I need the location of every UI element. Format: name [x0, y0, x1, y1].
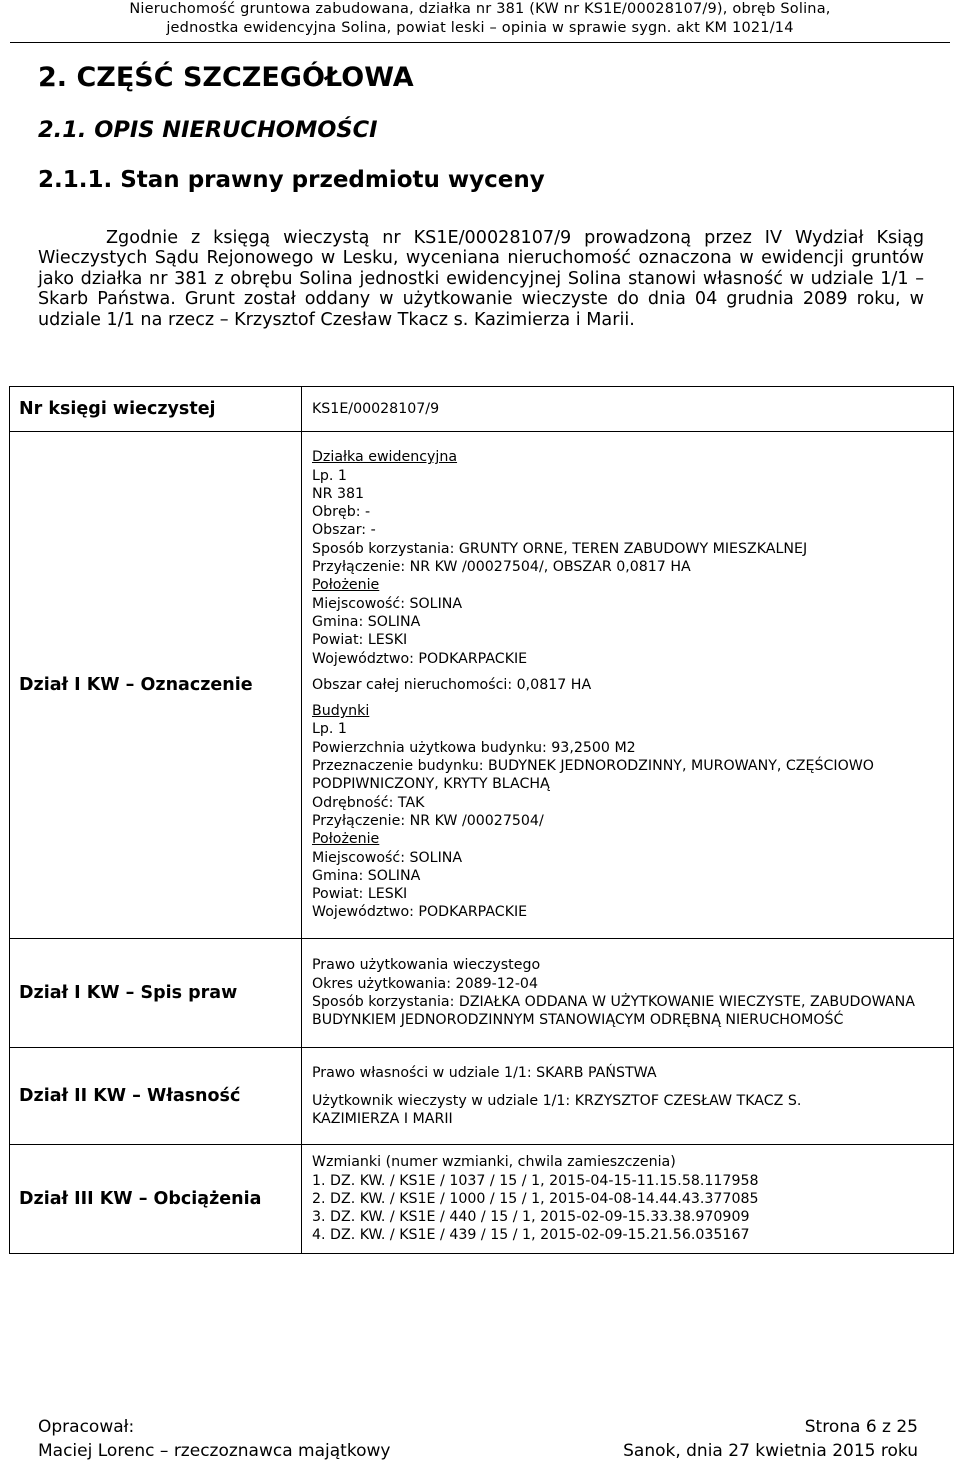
list-item: Lp. 1 — [312, 467, 347, 484]
list-item: 3. DZ. KW. / KS1E / 440 / 15 / 1, 2015-02-09-15.33.38.970909 — [312, 1209, 750, 1226]
list-item: Województwo: PODKARPACKIE — [312, 904, 528, 921]
page-header — [0, 0, 960, 38]
list-item: NR 381 — [312, 485, 365, 502]
total-area: Obszar całej nieruchomości: 0,0817 HA — [312, 676, 592, 693]
list-item: Przeznaczenie budynku: BUDYNEK JEDNORODZINNY, MUROWANY, CZĘŚCIOWO PODPIWNICZONY, KRYTY BLACHĄ — [312, 758, 874, 793]
paragraph-text: Zgodnie z księgą wieczystą nr KS1E/00028107/9 prowadzoną przez IV Wydział Ksiąg Wieczystych Sądu Rejonowego w Lesku, wyceniana nieruchomość oznaczona w ewidencji gruntów jako działka nr 381 z obrębu Solina jednostki ewidencyjnej Solina stanowi własność w udziale 1/1 – Skarb Państwa. Grunt został oddany w użytkowanie wieczyste do dnia 04 grudnia 2089 roku, w udziale 1/1 na rzecz – Krzysztof Czesław Tkacz s. Kazimierza i Marii. — [38, 228, 924, 330]
list-item: Odrębność: TAK — [312, 794, 425, 811]
subsection-heading: 2.1. OPIS NIERUCHOMOŚCI — [38, 117, 378, 143]
list-item: Przyłączenie: NR KW /00027504/ — [312, 812, 544, 829]
dzial1-content — [302, 432, 954, 939]
list-item: 2. DZ. KW. / KS1E / 1000 / 15 / 1, 2015-04-08-14.44.43.377085 — [312, 1190, 759, 1207]
list-item: Lp. 1 — [312, 721, 347, 738]
table-row — [10, 387, 954, 432]
list-item: Okres użytkowania: 2089-12-04 — [312, 975, 538, 992]
list-item: Powiat: LESKI — [312, 886, 408, 903]
legal-status-paragraph — [38, 228, 924, 330]
list-item: Powiat: LESKI — [312, 632, 408, 649]
list-item: Obszar: - — [312, 522, 376, 539]
wlasnosc-label: Dział II KW – Własność — [10, 1048, 302, 1145]
dzialka-heading: Działka ewidencyjna — [312, 449, 458, 466]
list-item: Gmina: SOLINA — [312, 867, 421, 884]
list-item: Sposób korzystania: DZIAŁKA ODDANA W UŻYTKOWANIE WIECZYSTE, ZABUDOWANA BUDYNKIEM JEDNORODZINNYM STANOWIĄCYM ODRĘBNĄ NIERUCHOMOŚĆ — [312, 994, 915, 1029]
kw-number-value: KS1E/00028107/9 — [302, 387, 954, 432]
polozenie-heading: Położenie — [312, 831, 380, 848]
budynki-heading: Budynki — [312, 703, 370, 720]
list-item: Powierzchnia użytkowa budynku: 93,2500 M2 — [312, 739, 636, 756]
subsubsection-heading: 2.1.1. Stan prawny przedmiotu wyceny — [38, 167, 545, 193]
list-item: Wzmianki (numer wzmianki, chwila zamieszczenia) — [312, 1154, 676, 1171]
list-item: Miejscowość: SOLINA — [312, 849, 463, 866]
list-item: Prawo własności w udziale 1/1: SKARB PAŃSTWA — [312, 1064, 657, 1081]
list-item: Przyłączenie: NR KW /00027504/, OBSZAR 0,0817 HA — [312, 559, 691, 576]
table-row — [10, 432, 954, 939]
footer-author-label: Opracował: — [38, 1417, 135, 1437]
footer-right — [623, 1415, 918, 1463]
list-item: Województwo: PODKARPACKIE — [312, 650, 528, 667]
list-item: 4. DZ. KW. / KS1E / 439 / 15 / 1, 2015-02-09-15.21.56.035167 — [312, 1227, 750, 1244]
footer-date: Sanok, dnia 27 kwietnia 2015 roku — [623, 1441, 918, 1461]
header-divider — [10, 42, 950, 43]
list-item: Obręb: - — [312, 504, 371, 521]
footer-author: Maciej Lorenc – rzeczoznawca majątkowy — [38, 1441, 391, 1461]
list-item: Użytkownik wieczysty w udziale 1/1: KRZYSZTOF CZESŁAW TKACZ S. KAZIMIERZA I MARII — [312, 1092, 802, 1128]
header-line-1: Nieruchomość gruntowa zabudowana, działka nr 381 (KW nr KS1E/00028107/9), obręb Solina, — [129, 1, 831, 17]
list-item: Miejscowość: SOLINA — [312, 595, 463, 612]
land-register-table — [9, 386, 954, 1254]
spis-praw-content — [302, 939, 954, 1048]
table-row — [10, 1145, 954, 1254]
obciazenia-content — [302, 1145, 954, 1254]
kw-number-label: Nr księgi wieczystej — [10, 387, 302, 432]
polozenie-heading: Położenie — [312, 577, 380, 594]
header-line-2: jednostka ewidencyjna Solina, powiat leski – opinia w sprawie sygn. akt KM 1021/14 — [166, 20, 794, 36]
section-heading: 2. CZĘŚĆ SZCZEGÓŁOWA — [38, 62, 414, 93]
list-item: Sposób korzystania: GRUNTY ORNE, TEREN ZABUDOWY MIESZKALNEJ — [312, 540, 808, 557]
list-item: Prawo użytkowania wieczystego — [312, 957, 541, 974]
spis-praw-label: Dział I KW – Spis praw — [10, 939, 302, 1048]
page-footer — [38, 1415, 918, 1463]
wlasnosc-content — [302, 1048, 954, 1145]
obciazenia-label: Dział III KW – Obciążenia — [10, 1145, 302, 1254]
table-row — [10, 1048, 954, 1145]
table-row — [10, 939, 954, 1048]
page-number: Strona 6 z 25 — [804, 1417, 918, 1437]
list-item: 1. DZ. KW. / KS1E / 1037 / 15 / 1, 2015-04-15-11.15.58.117958 — [312, 1172, 759, 1189]
dzial1-label: Dział I KW – Oznaczenie — [10, 432, 302, 939]
list-item: Gmina: SOLINA — [312, 613, 421, 630]
